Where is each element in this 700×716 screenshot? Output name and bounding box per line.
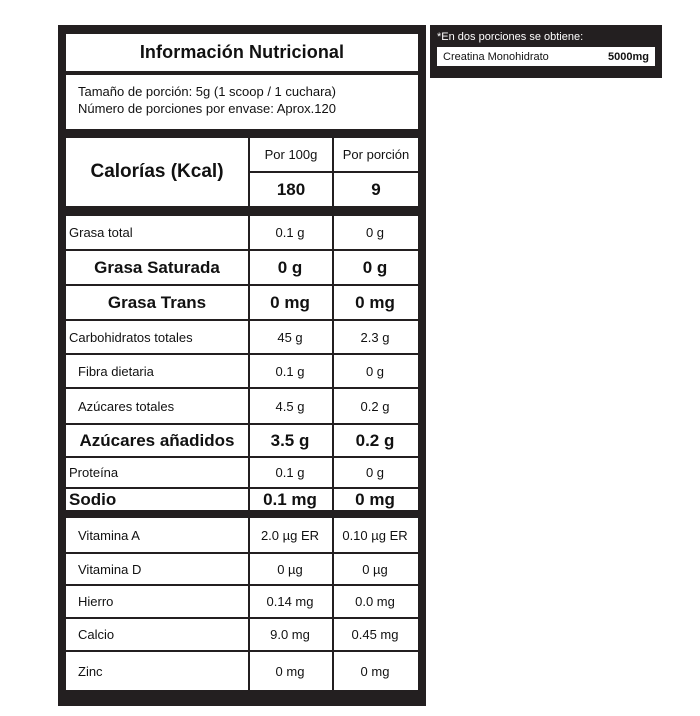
table-row (66, 619, 418, 652)
table-row (66, 216, 418, 251)
nutrient-name: Grasa Saturada (94, 257, 220, 277)
col-header-perserving: Por porción (334, 138, 418, 173)
nutrient-per100: 0.1 g (275, 225, 305, 240)
nutrient-per100: 0 g (277, 257, 303, 277)
vitamin-per100: 2.0 µg ER (260, 527, 320, 543)
serving-info (66, 75, 418, 129)
vitamin-perserving: 0 mg (360, 663, 390, 679)
nutrient-name: Sodio (69, 489, 117, 509)
nutrient-perserving: 0 mg (355, 292, 395, 312)
nutrient-per100: 0.1 g (275, 363, 305, 379)
vitamin-per100: 0 µg (277, 561, 303, 577)
nutrient-name: Grasa total (69, 225, 133, 240)
nutrient-per100: 4.5 g (275, 398, 305, 414)
nutrient-name: Carbohidratos totales (69, 329, 193, 345)
nutrient-per100: 0.1 g (275, 465, 305, 480)
nutrient-per100: 0 mg (270, 292, 310, 312)
table-row (66, 251, 418, 286)
vitamin-per100: 9.0 mg (270, 627, 310, 642)
label-title-box (66, 34, 418, 71)
vitamin-perserving: 0.0 mg (355, 594, 395, 609)
calories-col-perserving (334, 138, 418, 206)
creatine-info-box (430, 25, 662, 78)
vitamin-perserving: 0 µg (362, 561, 388, 577)
nutrient-per100: 0.1 mg (263, 489, 317, 509)
col-header-per100: Por 100g (250, 138, 332, 173)
table-row (66, 286, 418, 321)
nutrition-label (58, 25, 426, 706)
nutrient-name: Fibra dietaria (78, 363, 154, 379)
table-row (66, 389, 418, 425)
nutrient-per100: 3.5 g (270, 430, 310, 450)
table-row (66, 425, 418, 458)
creatine-row (437, 47, 655, 66)
servings-note: *En dos porciones se obtiene: (437, 31, 584, 43)
creatine-name: Creatina Monohidrato (443, 50, 549, 63)
vitamin-name: Vitamina A (78, 527, 140, 543)
vitamin-name: Hierro (78, 594, 114, 609)
nutrient-name: Grasa Trans (107, 292, 207, 312)
nutrient-perserving: 0 g (365, 363, 385, 379)
nutrient-name: Azúcares añadidos (79, 430, 235, 450)
serving-size: Tamaño de porción: 5g (1 scoop / 1 cuchara) (78, 84, 336, 99)
vitamin-perserving: 0.45 mg (351, 627, 399, 642)
table-row (66, 554, 418, 586)
table-row (66, 586, 418, 619)
vitamin-per100: 0.14 mg (266, 594, 314, 609)
table-row (66, 355, 418, 389)
calories-section (66, 138, 418, 206)
creatine-amount: 5000mg (608, 50, 649, 63)
nutrient-perserving: 0 g (365, 225, 385, 240)
nutrient-per100: 45 g (277, 329, 303, 345)
calories-col-per100 (250, 138, 332, 206)
nutrient-name: Proteína (69, 465, 119, 480)
table-row (66, 458, 418, 489)
calories-perserving: 9 (371, 179, 381, 199)
vitamin-name: Vitamina D (78, 561, 142, 577)
label-title: Información Nutricional (139, 42, 345, 62)
nutrients-table (66, 216, 418, 510)
table-row (66, 321, 418, 355)
table-row (66, 489, 418, 510)
nutrient-perserving: 0 g (365, 465, 385, 480)
nutrient-perserving: 0 g (362, 257, 388, 277)
calories-label: Calorías (Kcal) (90, 161, 224, 182)
servings-per-container: Número de porciones por envase: Aprox.120 (78, 101, 336, 116)
nutrient-perserving: 0.2 g (360, 398, 390, 414)
vitamin-name: Zinc (78, 663, 103, 679)
table-row (66, 518, 418, 554)
calories-per100: 180 (276, 179, 306, 199)
nutrient-perserving: 0.2 g (355, 430, 395, 450)
nutrient-name: Azúcares totales (78, 398, 175, 414)
vitamin-name: Calcio (78, 627, 115, 642)
table-row (66, 652, 418, 690)
nutrient-perserving: 0 mg (355, 489, 395, 509)
vitamins-table (66, 518, 418, 690)
nutrient-perserving: 2.3 g (360, 329, 390, 345)
vitamin-perserving: 0.10 µg ER (342, 527, 408, 543)
vitamin-per100: 0 mg (275, 663, 305, 679)
